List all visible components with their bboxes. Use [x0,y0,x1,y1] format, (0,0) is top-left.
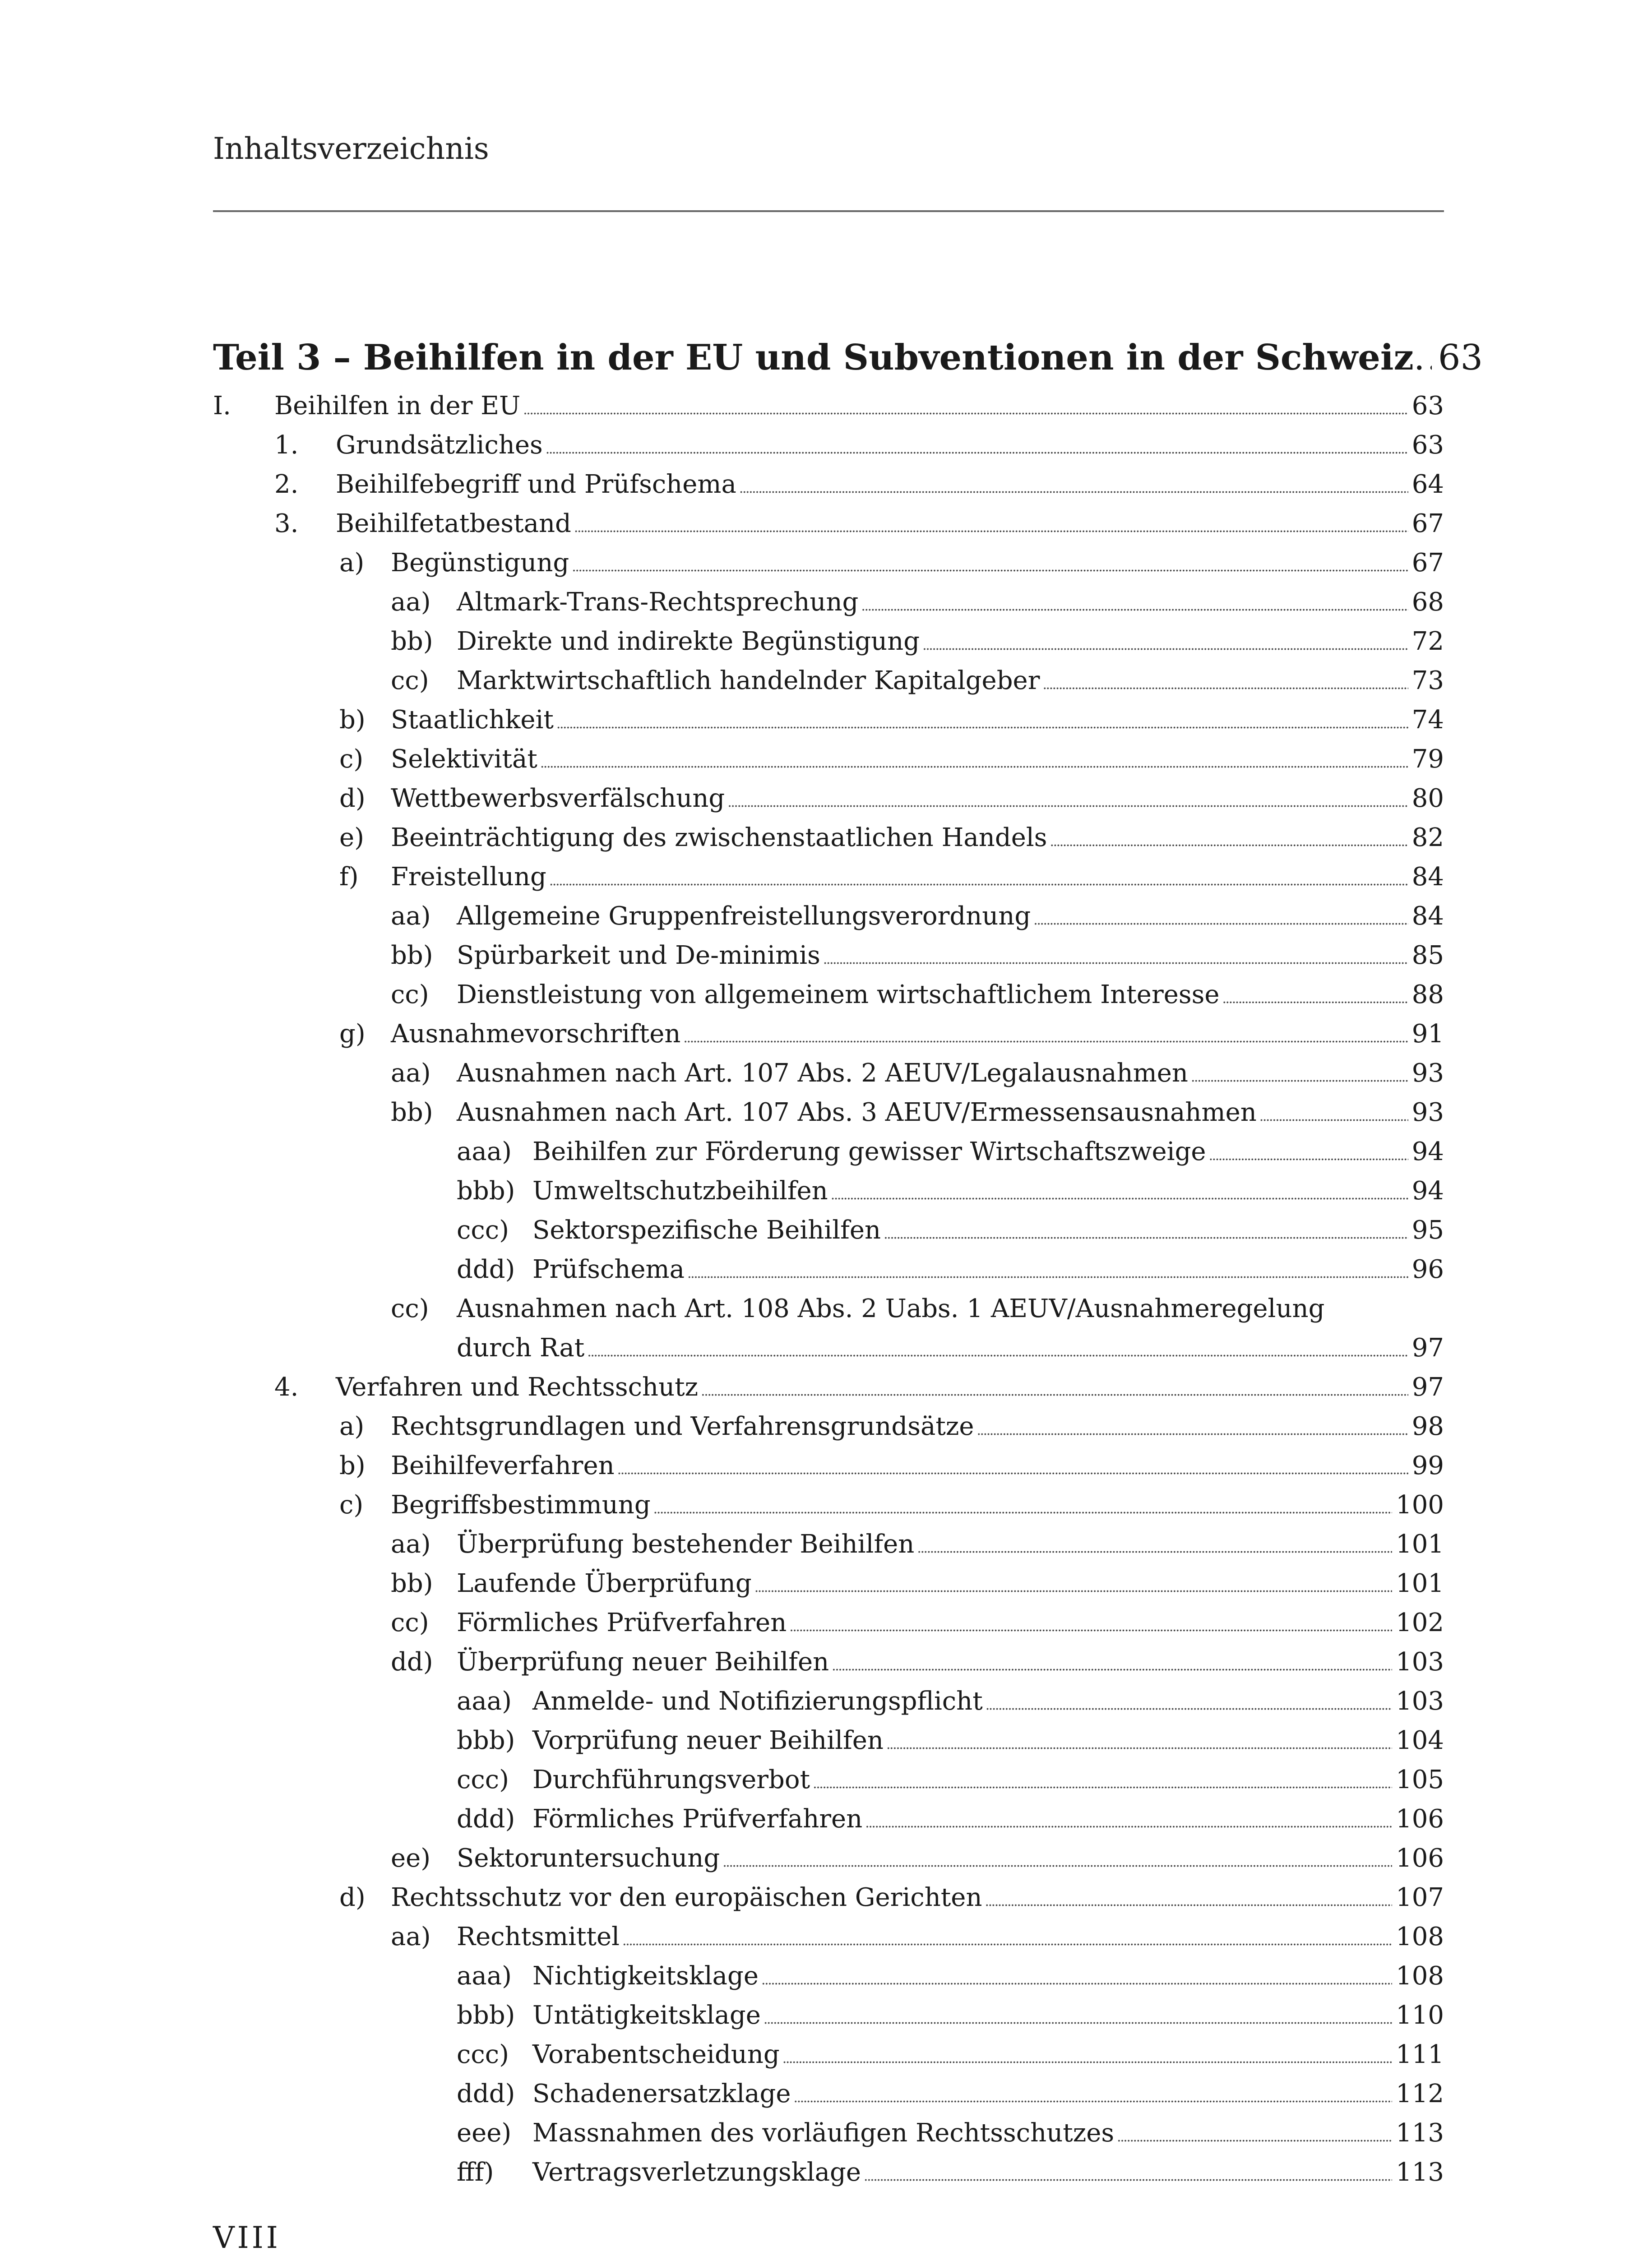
dot-leader [722,1843,1392,1882]
dot-leader [549,861,1408,901]
toc-entry-page: 105 [1396,1765,1444,1794]
dot-leader [1259,1097,1408,1136]
toc-entry-page: 93 [1411,1059,1444,1088]
toc-entry-title: Beihilfetatbestand [336,509,571,538]
toc-entry-title: Untätigkeitsklage [532,2001,761,2030]
dot-leader [727,783,1408,822]
dot-leader [813,1764,1392,1803]
toc-entry-title: Schadenersatzklage [532,2079,791,2108]
toc-entry-number: ddd) [457,1255,515,1284]
toc-entry-page: 110 [1396,2001,1444,2030]
dot-leader [886,1725,1392,1764]
toc-entry[interactable] [274,1368,1444,1407]
toc-entry-number: bb) [391,1569,433,1598]
dot-leader [884,1215,1408,1254]
toc-entry[interactable] [213,386,1444,425]
toc-entry[interactable] [457,1760,1444,1799]
toc-entry-number: aa) [391,1059,431,1088]
toc-entry-page: 103 [1396,1647,1444,1677]
toc-entry-number: cc) [391,1608,429,1637]
dot-leader [1191,1058,1408,1097]
toc-entry[interactable] [457,1211,1444,1250]
toc-entry[interactable] [339,818,1444,857]
toc-entry-number: 3. [274,509,299,538]
toc-entry-title: Rechtsmittel [457,1922,620,1951]
toc-entry[interactable] [391,1642,1444,1682]
toc-entry[interactable] [339,779,1444,818]
toc-entry-page: 95 [1411,1216,1444,1245]
toc-entry[interactable] [391,897,1444,936]
dot-leader [761,1960,1392,2000]
dot-leader [1033,901,1408,940]
dot-leader [1117,2117,1392,2157]
dot-leader [653,1489,1392,1529]
toc-entry[interactable] [391,1525,1444,1564]
dot-leader [617,1450,1408,1489]
toc-entry-title: Laufende Überprüfung [457,1569,752,1598]
toc-entry[interactable] [391,1603,1444,1642]
toc-entry[interactable] [391,1328,1444,1368]
dot-leader [701,1372,1408,1411]
dot-leader [687,1254,1408,1293]
toc-entry-title: Überprüfung neuer Beihilfen [457,1647,829,1677]
toc-entry-page: 84 [1411,901,1444,931]
dot-leader [976,1411,1408,1450]
toc-entry-page: 74 [1411,705,1444,735]
toc-entry-page: 106 [1396,1804,1444,1834]
toc-entry-page: 107 [1396,1883,1444,1912]
toc-entry-title: Wettbewerbsverfälschung [391,784,725,813]
toc-entry-page: 72 [1411,627,1444,656]
toc-entry-title: durch Rat [457,1333,585,1363]
toc-entry-title: Grundsätzliches [336,430,543,460]
dot-leader [832,1646,1392,1686]
toc-entry-page: 67 [1411,548,1444,578]
toc-entry-title: Rechtsgrundlagen und Verfahrensgrundsätze [391,1412,974,1441]
dot-leader [574,508,1408,547]
toc-entry-number: g) [339,1019,366,1049]
toc-entry-page: 96 [1411,1255,1444,1284]
toc-entry-number: 4. [274,1373,299,1402]
toc-entry-number: ccc) [457,1216,509,1245]
dot-leader [764,2000,1392,2039]
toc-entry[interactable] [457,1132,1444,1171]
toc-entry-title: Ausnahmen nach Art. 107 Abs. 3 AEUV/Ermessensausnahmen [457,1098,1257,1127]
toc-entry-number: c) [339,744,364,774]
toc-entry-title: Nichtigkeitsklage [532,1961,759,1991]
toc-entry[interactable] [457,1721,1444,1760]
toc-entry[interactable] [339,543,1444,582]
dot-leader [587,1332,1408,1372]
dot-leader [1050,822,1408,861]
toc-entry[interactable] [391,1289,1444,1328]
toc-entry-title: Spürbarkeit und De-minimis [457,941,820,970]
toc-entry-number: ccc) [457,1765,509,1794]
toc-entry-page: 91 [1411,1019,1444,1049]
toc-entry-page: 97 [1411,1333,1444,1363]
toc-entry-number: eee) [457,2118,512,2148]
toc-entry[interactable] [391,622,1444,661]
toc-entry-number: dd) [391,1647,433,1677]
toc-entry[interactable] [391,1839,1444,1878]
dot-leader [865,1803,1392,1843]
toc-entry[interactable] [339,1878,1444,1917]
toc-entry[interactable] [391,936,1444,975]
toc-entry-number: bb) [391,627,433,656]
dot-leader [986,1686,1392,1725]
toc-entry-title: Sektoruntersuchung [457,1844,720,1873]
toc-entry-number: f) [339,862,359,892]
toc-entry[interactable] [391,1564,1444,1603]
toc-entry-number: e) [339,823,364,852]
toc-entry[interactable] [339,1485,1444,1525]
toc-entry-title: Förmliches Prüfverfahren [457,1608,787,1637]
toc-entry-page: 97 [1411,1373,1444,1402]
part-page-number: 63 [1438,337,1483,378]
toc-entry-title: Anmelde- und Notifizierungspflicht [532,1687,983,1716]
toc-entry-title: Verfahren und Rechtsschutz [336,1373,699,1402]
toc-entry-number: aa) [391,1530,431,1559]
part-heading[interactable] [213,333,1483,383]
toc-entry-page: 73 [1411,666,1444,695]
dot-leader [794,2078,1393,2117]
toc-entry[interactable] [339,740,1444,779]
toc-entry-title: Vorabentscheidung [532,2040,780,2069]
toc-entry[interactable] [457,1682,1444,1721]
toc-entry[interactable] [457,1171,1444,1211]
dot-leader [922,626,1408,665]
toc-entry[interactable] [391,1917,1444,1956]
toc-entry-title: Beihilfen in der EU [274,391,521,421]
toc-entry[interactable] [457,1799,1444,1839]
dot-leader [540,744,1408,783]
toc-entry-page: 68 [1411,587,1444,617]
toc-entry-title: Altmark-Trans-Rechtsprechung [457,587,859,617]
toc-entry-number: aa) [391,1922,431,1951]
toc-entry-page: 113 [1396,2158,1444,2187]
toc-entry-number: bb) [391,1098,433,1127]
toc-entry-number: ddd) [457,2079,515,2108]
toc-entry-number: bbb) [457,1176,515,1206]
toc-entry-number: I. [213,391,231,421]
toc-entry-title: Selektivität [391,744,537,774]
toc-entry-page: 82 [1411,823,1444,852]
dot-leader [782,2039,1392,2078]
toc-entry-page: 63 [1411,430,1444,460]
toc-entry-number: c) [339,1490,364,1520]
toc-entry-page: 104 [1396,1726,1444,1755]
toc-entry[interactable] [274,504,1444,543]
toc-entry-title: Prüfschema [532,1255,685,1284]
toc-entry-page: 103 [1396,1687,1444,1716]
toc-entry-page: 80 [1411,784,1444,813]
toc-entry[interactable] [339,1446,1444,1485]
toc-entry-title: Begriffsbestimmung [391,1490,651,1520]
toc-entry-number: b) [339,1451,366,1480]
toc-entry[interactable] [274,425,1444,465]
toc-entry-title: Beihilfeverfahren [391,1451,615,1480]
toc-entry-title: Umweltschutzbeihilfen [532,1176,828,1206]
toc-entry-number: ddd) [457,1804,515,1834]
toc-entry-page: 93 [1411,1098,1444,1127]
toc-entry-title: Vorprüfung neuer Beihilfen [532,1726,884,1755]
toc-entry[interactable] [457,1250,1444,1289]
toc-entry-number: cc) [391,666,429,695]
dot-leader [861,587,1408,626]
toc-entry-page: 88 [1411,980,1444,1009]
toc-entry-page: 113 [1396,2118,1444,2148]
dot-leader [831,1175,1408,1215]
toc-entry-title: Vertragsverletzungsklage [532,2158,861,2187]
dot-leader [523,390,1408,430]
toc-entry-title: Marktwirtschaftlich handelnder Kapitalgeber [457,666,1040,695]
toc-entry-title: Förmliches Prüfverfahren [532,1804,863,1834]
toc-entry-number: 2. [274,470,299,499]
dot-leader [622,1921,1392,1960]
toc-entry-number: cc) [391,1294,429,1323]
toc-entry-page: 98 [1411,1412,1444,1441]
toc-entry-page: 108 [1396,1961,1444,1991]
toc-entry[interactable] [339,1014,1444,1054]
toc-entry[interactable] [457,1956,1444,1996]
toc-entry-page: 99 [1411,1451,1444,1480]
toc-entry-number: b) [339,705,366,735]
toc-entry-title: Ausnahmen nach Art. 108 Abs. 2 Uabs. 1 AEUV/Ausnahmeregelung [457,1294,1325,1323]
dot-leader [789,1607,1392,1646]
toc-entry-page: 106 [1396,1844,1444,1873]
toc-entry-page: 67 [1411,509,1444,538]
toc-entry[interactable] [339,1407,1444,1446]
toc-entry[interactable] [457,1996,1444,2035]
toc-entry[interactable] [457,2035,1444,2074]
toc-entry[interactable] [391,582,1444,622]
toc-entry-page: 101 [1396,1530,1444,1559]
toc-entry-title: Freistellung [391,862,546,892]
toc-entry-number: 1. [274,430,299,460]
toc-entry-page: 111 [1396,2040,1444,2069]
page-number-footer: VIII [213,2220,281,2255]
toc-entry-title: Beihilfebegriff und Prüfschema [336,470,736,499]
toc-entry-page: 64 [1411,470,1444,499]
toc-entry-title: Beeinträchtigung des zwischenstaatlichen Handels [391,823,1047,852]
toc-entry-title: Überprüfung bestehender Beihilfen [457,1530,915,1559]
toc-entry-number: cc) [391,980,429,1009]
toc-entry-page: 63 [1411,391,1444,421]
dot-leader [683,1018,1408,1058]
toc-entry-number: d) [339,1883,366,1912]
dot-leader [546,430,1408,469]
toc-entry-number: bb) [391,941,433,970]
toc-entry-page: 100 [1396,1490,1444,1520]
toc-entry-number: a) [339,548,365,578]
toc-entry-title: Sektorspezifische Beihilfen [532,1216,881,1245]
toc-entry-title: Direkte und indirekte Begünstigung [457,627,920,656]
toc-entry-page: 102 [1396,1608,1444,1637]
toc-entry-number: aaa) [457,1961,512,1991]
toc-entry[interactable] [391,661,1444,700]
toc-entry-page: 85 [1411,941,1444,970]
toc-entry-title: Massnahmen des vorläufigen Rechtsschutzes [532,2118,1115,2148]
toc-entry[interactable] [391,1054,1444,1093]
toc-entry[interactable] [457,2113,1444,2153]
toc-entry-page: 94 [1411,1176,1444,1206]
toc-entry[interactable] [457,2153,1444,2192]
dot-leader [572,547,1408,587]
toc-entry-title: Dienstleistung von allgemeinem wirtschaftlichem Interesse [457,980,1220,1009]
toc-entry-page: 112 [1396,2079,1444,2108]
toc-entry-number: fff) [457,2158,494,2187]
toc-entry-page: 84 [1411,862,1444,892]
toc-entry[interactable] [274,465,1444,504]
toc-entry-number: aa) [391,901,431,931]
toc-entry-number: aaa) [457,1137,512,1166]
toc-entry-page: 94 [1411,1137,1444,1166]
toc-entry-page: 79 [1411,744,1444,774]
dot-leader [864,2157,1392,2196]
dot-leader [1209,1136,1408,1175]
running-header: Inhaltsverzeichnis [213,131,489,166]
toc-entry-title: Ausnahmevorschriften [391,1019,681,1049]
toc-entry[interactable] [339,857,1444,897]
toc-entry[interactable] [391,975,1444,1014]
dot-leader [754,1568,1392,1607]
toc-entry-page: 101 [1396,1569,1444,1598]
dot-leader [985,1882,1393,1921]
toc-entry-title: Ausnahmen nach Art. 107 Abs. 2 AEUV/Legalausnahmen [457,1059,1188,1088]
dot-leader [1222,979,1408,1018]
toc-entry-number: ccc) [457,2040,509,2069]
dot-leader [1414,333,1432,383]
toc-entry-number: bbb) [457,1726,515,1755]
toc-entry-number: d) [339,784,366,813]
toc-entry-page: 108 [1396,1922,1444,1951]
toc-entry-number: ee) [391,1844,431,1873]
toc-entry-number: aa) [391,587,431,617]
header-divider [213,210,1444,212]
dot-leader [739,469,1408,508]
toc-entry-title: Rechtsschutz vor den europäischen Gerichten [391,1883,982,1912]
toc-entry-title: Begünstigung [391,548,569,578]
dot-leader [917,1529,1392,1568]
part-title: Teil 3 – Beihilfen in der EU und Subventionen in der Schweiz [213,337,1414,378]
toc-entry-title: Allgemeine Gruppenfreistellungsverordnung [457,901,1031,931]
toc-entry[interactable] [339,700,1444,740]
toc-entry[interactable] [457,2074,1444,2113]
toc-entry-number: bbb) [457,2001,515,2030]
dot-leader [823,940,1408,979]
toc-entry-title: Staatlichkeit [391,705,554,735]
toc-entry-title: Beihilfen zur Förderung gewisser Wirtschaftszweige [532,1137,1206,1166]
toc-entry-title: Durchführungsverbot [532,1765,810,1794]
dot-leader [556,704,1408,744]
toc-entry-number: aaa) [457,1687,512,1716]
toc-entry[interactable] [391,1093,1444,1132]
toc-entry-number: a) [339,1412,365,1441]
dot-leader [1042,665,1408,704]
